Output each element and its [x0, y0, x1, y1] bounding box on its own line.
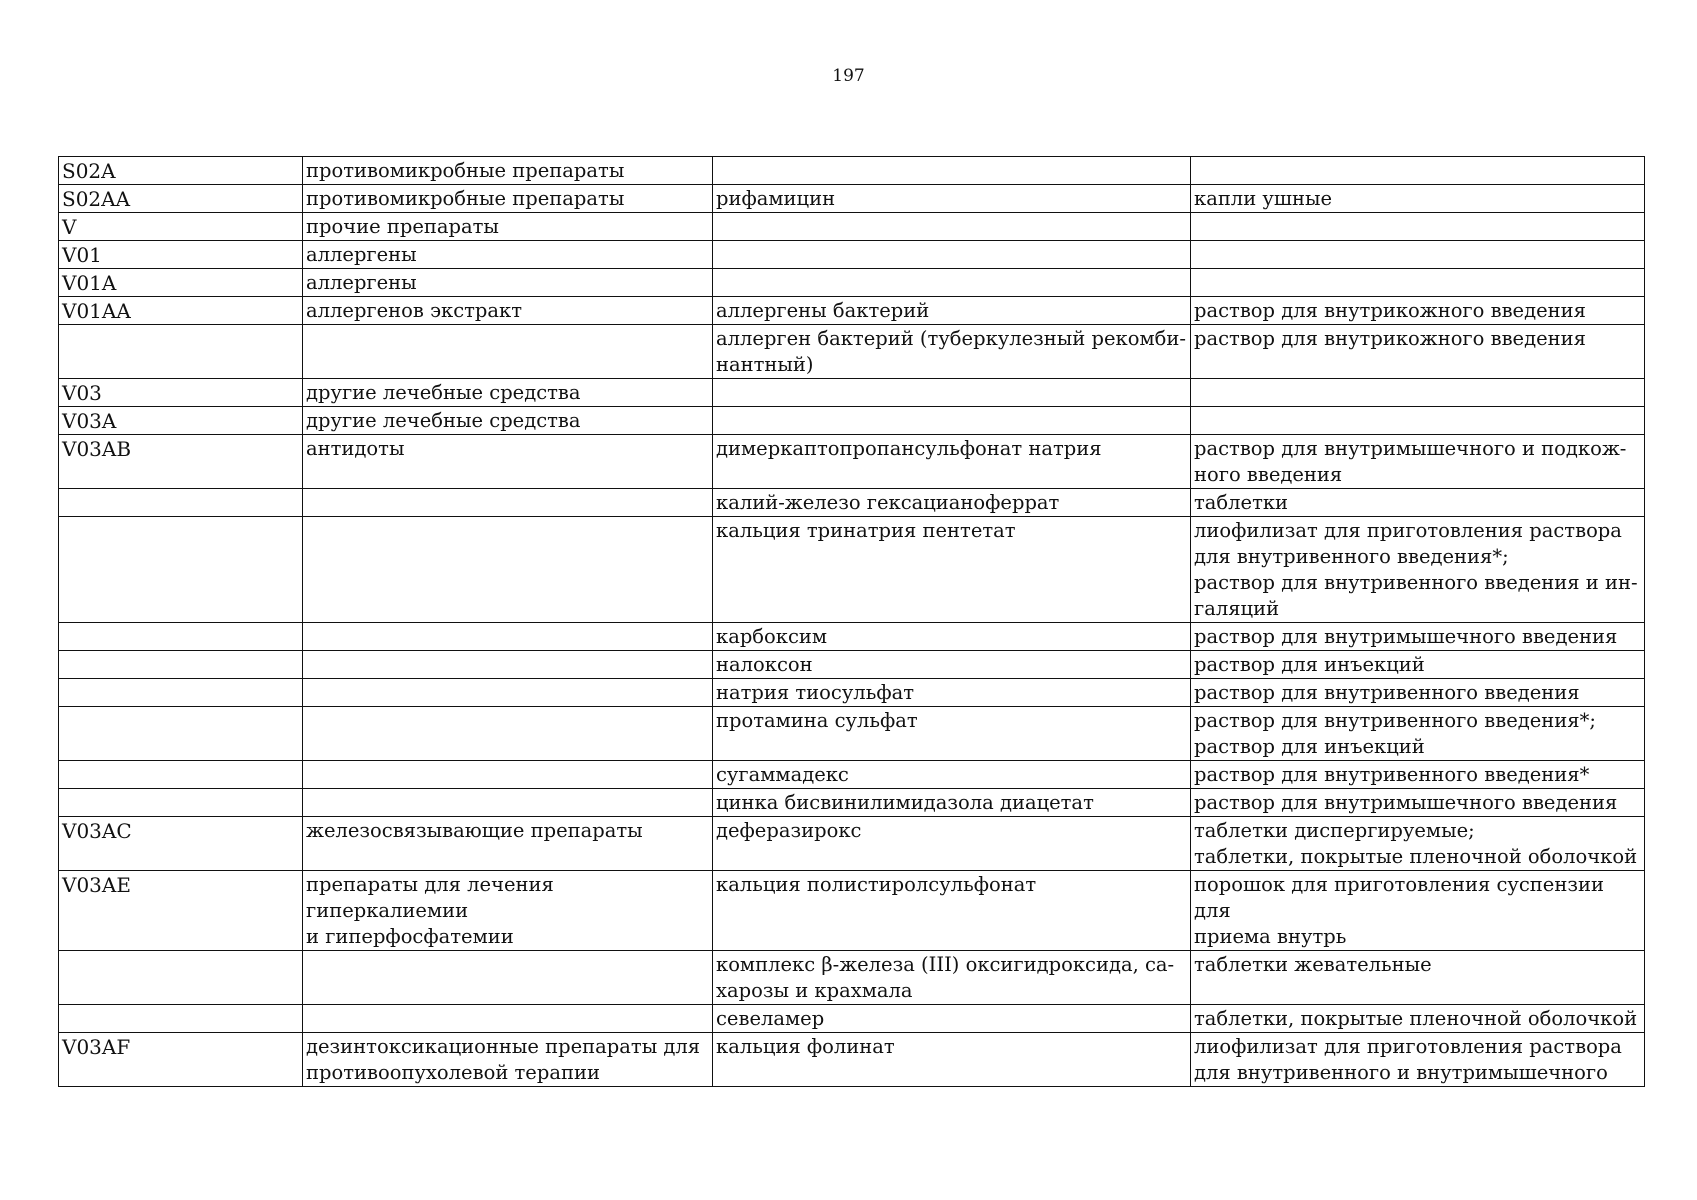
atc-code-cell — [59, 623, 303, 651]
table-row — [59, 213, 1645, 241]
dosage-form-cell: раствор для внутривенного введения*; раствор для инъекций — [1191, 707, 1645, 761]
dosage-form-cell — [1191, 379, 1645, 407]
pharmacological-group-cell — [303, 651, 713, 679]
atc-code-cell: V03AC — [59, 817, 303, 871]
atc-code-cell: V — [59, 213, 303, 241]
dosage-form-cell: порошок для приготовления суспензии для приема внутрь — [1191, 871, 1645, 951]
drug-classification-table — [58, 156, 1645, 1087]
dosage-form-cell — [1191, 241, 1645, 269]
dosage-form-cell: таблетки — [1191, 489, 1645, 517]
pharmacological-group-cell: другие лечебные средства — [303, 407, 713, 435]
substance-name-cell: кальция фолинат — [713, 1033, 1191, 1087]
substance-name-cell: комплекс β-железа (III) оксигидроксида, са- харозы и крахмала — [713, 951, 1191, 1005]
table-body — [59, 157, 1645, 1087]
atc-code-cell: S02AA — [59, 185, 303, 213]
table-row — [59, 517, 1645, 623]
pharmacological-group-cell — [303, 761, 713, 789]
table-row — [59, 157, 1645, 185]
substance-name-cell: сугаммадекс — [713, 761, 1191, 789]
pharmacological-group-cell — [303, 517, 713, 623]
table-row — [59, 817, 1645, 871]
table-row — [59, 325, 1645, 379]
substance-name-cell: димеркаптопропансульфонат натрия — [713, 435, 1191, 489]
atc-code-cell — [59, 1005, 303, 1033]
atc-code-cell — [59, 517, 303, 623]
atc-code-cell: V03AE — [59, 871, 303, 951]
atc-code-cell — [59, 761, 303, 789]
substance-name-cell — [713, 157, 1191, 185]
atc-code-cell — [59, 789, 303, 817]
dosage-form-cell: лиофилизат для приготовления раствора для внутривенного и внутримышечного — [1191, 1033, 1645, 1087]
pharmacological-group-cell — [303, 489, 713, 517]
pharmacological-group-cell — [303, 679, 713, 707]
atc-code-cell — [59, 489, 303, 517]
dosage-form-cell: раствор для внутривенного введения* — [1191, 761, 1645, 789]
substance-name-cell: натрия тиосульфат — [713, 679, 1191, 707]
dosage-form-cell: раствор для внутривенного введения — [1191, 679, 1645, 707]
dosage-form-cell: таблетки диспергируемые; таблетки, покрытые пленочной оболочкой — [1191, 817, 1645, 871]
dosage-form-cell: раствор для внутримышечного введения — [1191, 789, 1645, 817]
table-row — [59, 1005, 1645, 1033]
atc-code-cell: S02A — [59, 157, 303, 185]
substance-name-cell: калий-железо гексацианоферрат — [713, 489, 1191, 517]
table-row — [59, 623, 1645, 651]
pharmacological-group-cell: антидоты — [303, 435, 713, 489]
pharmacological-group-cell — [303, 623, 713, 651]
pharmacological-group-cell: железосвязывающие препараты — [303, 817, 713, 871]
pharmacological-group-cell: противомикробные препараты — [303, 157, 713, 185]
atc-code-cell: V01AA — [59, 297, 303, 325]
atc-code-cell: V01 — [59, 241, 303, 269]
atc-code-cell — [59, 679, 303, 707]
table-row — [59, 407, 1645, 435]
table-row — [59, 789, 1645, 817]
pharmacological-group-cell: препараты для лечения гиперкалиемии и гиперфосфатемии — [303, 871, 713, 951]
substance-name-cell: карбоксим — [713, 623, 1191, 651]
table-row — [59, 379, 1645, 407]
dosage-form-cell: лиофилизат для приготовления раствора для внутривенного введения*; раствор для внутривенного введения и ин- галяций — [1191, 517, 1645, 623]
atc-code-cell: V03AB — [59, 435, 303, 489]
pharmacological-group-cell — [303, 1005, 713, 1033]
atc-code-cell — [59, 325, 303, 379]
pharmacological-group-cell: аллергены — [303, 241, 713, 269]
substance-name-cell — [713, 241, 1191, 269]
dosage-form-cell: таблетки, покрытые пленочной оболочкой — [1191, 1005, 1645, 1033]
substance-name-cell — [713, 269, 1191, 297]
pharmacological-group-cell — [303, 325, 713, 379]
atc-code-cell: V03AF — [59, 1033, 303, 1087]
dosage-form-cell: раствор для внутримышечного и подкож- ного введения — [1191, 435, 1645, 489]
pharmacological-group-cell: противомикробные препараты — [303, 185, 713, 213]
pharmacological-group-cell — [303, 707, 713, 761]
substance-name-cell — [713, 213, 1191, 241]
dosage-form-cell: раствор для внутрикожного введения — [1191, 297, 1645, 325]
table-row — [59, 679, 1645, 707]
dosage-form-cell — [1191, 269, 1645, 297]
substance-name-cell: налоксон — [713, 651, 1191, 679]
pharmacological-group-cell — [303, 951, 713, 1005]
table-row — [59, 951, 1645, 1005]
pharmacological-group-cell: аллергенов экстракт — [303, 297, 713, 325]
table-row — [59, 297, 1645, 325]
table-row — [59, 707, 1645, 761]
substance-name-cell: аллерген бактерий (туберкулезный рекомби- нантный) — [713, 325, 1191, 379]
dosage-form-cell: раствор для внутримышечного введения — [1191, 623, 1645, 651]
table-row — [59, 651, 1645, 679]
table-row — [59, 1033, 1645, 1087]
pharmacological-group-cell: другие лечебные средства — [303, 379, 713, 407]
table-row — [59, 871, 1645, 951]
substance-name-cell: протамина сульфат — [713, 707, 1191, 761]
dosage-form-cell: таблетки жевательные — [1191, 951, 1645, 1005]
atc-code-cell — [59, 707, 303, 761]
substance-name-cell — [713, 379, 1191, 407]
substance-name-cell: аллергены бактерий — [713, 297, 1191, 325]
table-row — [59, 761, 1645, 789]
dosage-form-cell — [1191, 213, 1645, 241]
substance-name-cell: севеламер — [713, 1005, 1191, 1033]
substance-name-cell: кальция тринатрия пентетат — [713, 517, 1191, 623]
atc-code-cell: V03A — [59, 407, 303, 435]
substance-name-cell: цинка бисвинилимидазола диацетат — [713, 789, 1191, 817]
substance-name-cell: рифамицин — [713, 185, 1191, 213]
pharmacological-group-cell: аллергены — [303, 269, 713, 297]
atc-code-cell — [59, 951, 303, 1005]
page-number: 197 — [832, 66, 865, 86]
substance-name-cell — [713, 407, 1191, 435]
atc-code-cell: V03 — [59, 379, 303, 407]
pharmacological-group-cell — [303, 789, 713, 817]
substance-name-cell: деферазирокс — [713, 817, 1191, 871]
dosage-form-cell — [1191, 157, 1645, 185]
table-row — [59, 185, 1645, 213]
atc-code-cell — [59, 651, 303, 679]
pharmacological-group-cell: дезинтоксикационные препараты для противоопухолевой терапии — [303, 1033, 713, 1087]
table-row — [59, 435, 1645, 489]
table-row — [59, 241, 1645, 269]
dosage-form-cell: раствор для инъекций — [1191, 651, 1645, 679]
pharmacological-group-cell: прочие препараты — [303, 213, 713, 241]
substance-name-cell: кальция полистиролсульфонат — [713, 871, 1191, 951]
table-row — [59, 489, 1645, 517]
dosage-form-cell — [1191, 407, 1645, 435]
atc-code-cell: V01A — [59, 269, 303, 297]
dosage-form-cell: капли ушные — [1191, 185, 1645, 213]
dosage-form-cell: раствор для внутрикожного введения — [1191, 325, 1645, 379]
table-row — [59, 269, 1645, 297]
